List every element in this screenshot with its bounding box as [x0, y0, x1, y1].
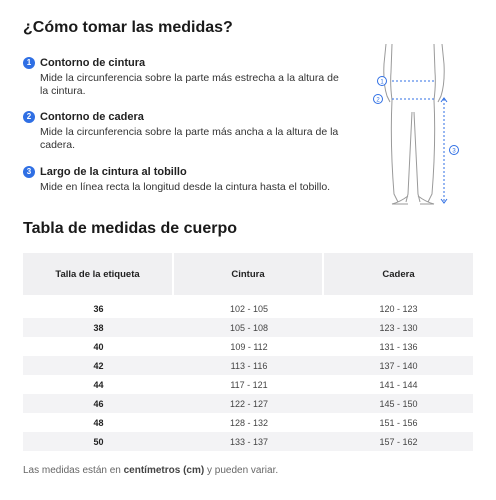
footer-unit: centímetros (cm) [123, 465, 205, 476]
body-measurement-figure [368, 44, 468, 212]
cell-waist: 105 - 108 [229, 322, 269, 333]
header-waist: Cintura [174, 253, 322, 295]
cell-size: 44 [93, 379, 104, 390]
cell-size: 46 [93, 398, 104, 409]
svg-text:3: 3 [452, 148, 456, 155]
step-title: Contorno de cintura [40, 57, 146, 69]
cell-waist: 113 - 116 [230, 360, 268, 371]
table-row [23, 394, 473, 413]
table-body [23, 299, 473, 451]
marker-3 [450, 146, 459, 155]
cell-hip: 131 - 136 [379, 341, 418, 352]
step-number-badge: 2 [23, 111, 35, 123]
cell-hip: 157 - 162 [379, 436, 418, 447]
table-header [23, 253, 473, 295]
cell-hip: 123 - 130 [379, 322, 418, 333]
how-to-title: ¿Cómo tomar las medidas? [23, 19, 233, 36]
step-waist-to-ankle [23, 165, 343, 194]
cell-waist: 102 - 105 [229, 303, 269, 314]
marker-2 [374, 95, 383, 104]
step-description: Mide la circunferencia sobre la parte más estrecha a la altura de la cintura. [40, 72, 339, 97]
table-row [23, 299, 473, 318]
size-table-title: Tabla de medidas de cuerpo [23, 220, 237, 237]
cell-waist: 133 - 137 [229, 436, 269, 447]
step-waist [23, 56, 343, 98]
cell-size: 38 [93, 322, 104, 333]
cell-waist: 117 - 121 [230, 379, 268, 390]
cell-size: 42 [93, 360, 104, 371]
cell-hip: 141 - 144 [379, 379, 418, 390]
marker-1 [378, 77, 387, 86]
cell-size: 50 [93, 436, 104, 447]
cell-hip: 120 - 123 [379, 303, 418, 314]
cell-waist: 122 - 127 [229, 398, 269, 409]
header-size-label: Talla de la etiqueta [23, 253, 172, 295]
step-description: Mide en línea recta la longitud desde la cintura hasta el tobillo. [40, 181, 331, 193]
step-title: Largo de la cintura al tobillo [40, 166, 187, 178]
cell-hip: 137 - 140 [379, 360, 418, 371]
header-hip: Cadera [324, 253, 473, 295]
cell-waist: 128 - 132 [229, 417, 269, 428]
size-table [23, 253, 473, 451]
step-title: Contorno de cadera [40, 111, 144, 123]
footer-note [23, 465, 278, 476]
table-row [23, 337, 473, 356]
footer-text-before: Las medidas están en [23, 465, 124, 476]
cell-size: 40 [93, 341, 104, 352]
svg-text:2: 2 [376, 97, 380, 104]
step-number-badge: 1 [23, 57, 35, 69]
cell-hip: 151 - 156 [379, 417, 418, 428]
step-hip [23, 110, 343, 152]
table-row [23, 432, 473, 451]
table-row [23, 356, 473, 375]
cell-waist: 109 - 112 [230, 341, 268, 352]
cell-size: 48 [93, 417, 104, 428]
cell-size: 36 [93, 303, 104, 314]
svg-text:1: 1 [380, 79, 384, 86]
table-row [23, 318, 473, 337]
cell-hip: 145 - 150 [379, 398, 418, 409]
table-row [23, 413, 473, 432]
step-number-badge: 3 [23, 166, 35, 178]
table-row [23, 375, 473, 394]
step-description: Mide la circunferencia sobre la parte más ancha a la altura de la cadera. [40, 126, 339, 151]
footer-text-after: y pueden variar. [204, 465, 279, 476]
